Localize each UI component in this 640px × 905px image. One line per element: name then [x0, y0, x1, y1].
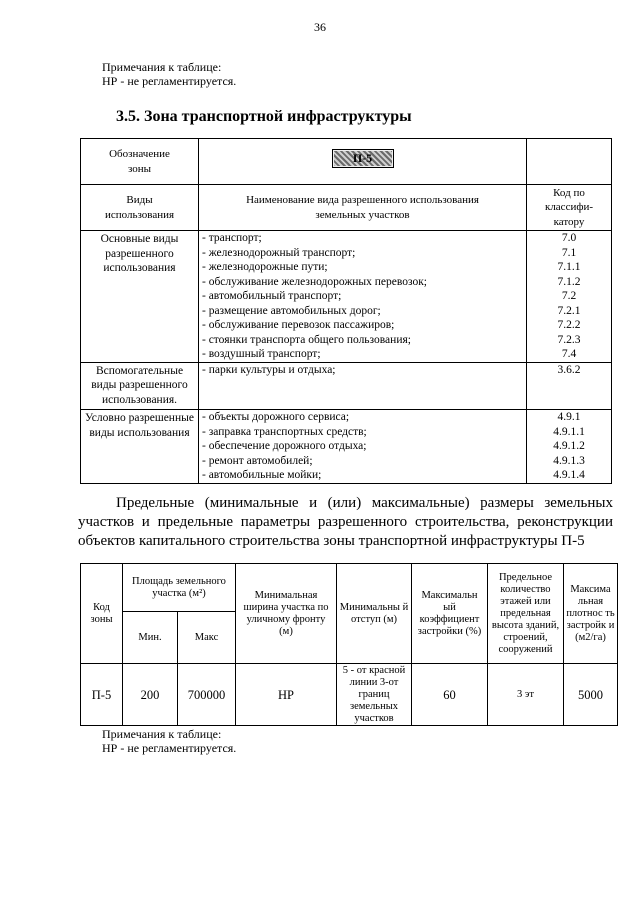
list-code: 4.9.1 — [557, 411, 581, 423]
row-zone-code: П-5 — [81, 664, 123, 726]
group-main-title: Основные виды разрешенного использования — [81, 231, 199, 363]
row-density: 5000 — [564, 664, 618, 726]
list-item: - парки культуры и отдыха; — [202, 363, 336, 376]
note-top — [102, 60, 236, 88]
header-use-name: Наименование вида разрешенного использования земельных участков — [199, 185, 527, 231]
header-floors: Предельное количество этажей или предельная высота зданий, строений, сооружений — [488, 564, 564, 664]
list-code: 4.9.1.2 — [553, 440, 585, 452]
list-code: 7.0 — [561, 232, 577, 244]
row-area-min: 200 — [123, 664, 178, 726]
header-density: Максима льная плотнос ть застройк и (м2/га) — [564, 564, 618, 664]
row-min-width: НР — [236, 664, 337, 726]
header-code: Код по классифи-катору — [527, 185, 612, 231]
list-item: - воздушный транспорт; — [202, 348, 321, 360]
row-area-max: 700000 — [178, 664, 236, 726]
list-item: - размещение автомобильных дорог; — [202, 304, 381, 317]
header-min-offset: Минимальны й отступ (м) — [337, 564, 412, 664]
note-bottom-text: НР - не регламентируется. — [102, 741, 237, 755]
list-code: 7.2.2 — [557, 319, 581, 331]
list-code: 4.9.1.4 — [553, 469, 585, 481]
list-item: - обслуживание железнодорожных перевозок; — [202, 275, 428, 288]
list-item: - объекты дорожного сервиса; — [202, 411, 350, 423]
group-conditional-title: Условно разрешенные виды использования — [81, 410, 199, 484]
list-item: - автомобильный транспорт; — [202, 290, 342, 302]
zone-code-badge: П-5 — [332, 149, 394, 168]
list-code: 7.1 — [561, 246, 577, 259]
list-code: 7.2.3 — [557, 333, 581, 346]
group-aux-codes — [527, 362, 612, 410]
list-item: - транспорт; — [202, 232, 262, 244]
list-item: - заправка транспортных средств; — [202, 425, 367, 438]
note-bottom — [102, 727, 236, 755]
list-code: 4.9.1.1 — [553, 425, 585, 438]
group-aux-list — [199, 362, 527, 410]
section-title: 3.5. Зона транспортной инфраструктуры — [116, 108, 412, 125]
list-item: - обеспечение дорожного отдыха; — [202, 440, 367, 452]
group-aux-title: Вспомогательные виды разрешенного использования. — [81, 362, 199, 410]
page-number: 36 — [314, 20, 326, 34]
note-top-title: Примечания к таблице: — [102, 60, 222, 74]
list-item: - железнодорожные пути; — [202, 261, 328, 273]
header-min-width: Минимальная ширина участка по уличному фронту (м) — [236, 564, 337, 664]
row-min-offset: 5 - от красной линии 3-от границ земельных участков — [337, 664, 412, 726]
group-conditional-codes — [527, 410, 612, 484]
list-code: 4.9.1.3 — [553, 454, 585, 467]
parameters-table — [80, 563, 618, 726]
row-max-coef: 60 — [412, 664, 488, 726]
group-main-codes — [527, 231, 612, 363]
header-kinds: Виды использования — [81, 185, 199, 231]
list-code: 7.2 — [561, 290, 577, 302]
list-item: - железнодорожный транспорт; — [202, 246, 356, 259]
parameters-paragraph-text: Предельные (минимальные и (или) максимальные) размеры земельных участков и предельные параметры разрешенного строительства, реконструкции объектов капитального строительства зоны транспортной инфраструктуры П-5 — [78, 495, 613, 549]
list-item: - ремонт автомобилей; — [202, 454, 313, 467]
header-max-coef: Максимальн ый коэффициент застройки (%) — [412, 564, 488, 664]
header-area-max: Макс — [178, 612, 236, 664]
list-item: - обслуживание перевозок пассажиров; — [202, 319, 395, 331]
parameters-paragraph — [78, 494, 613, 551]
group-main-list — [199, 231, 527, 363]
note-top-text: НР - не регламентируется. — [102, 74, 237, 88]
list-item: - автомобильные мойки; — [202, 469, 322, 481]
list-code: 7.2.1 — [557, 304, 581, 317]
header-area-min: Мин. — [123, 612, 178, 664]
list-code: 3.6.2 — [557, 363, 581, 376]
header-zone-code: Код зоны — [81, 564, 123, 664]
list-code: 7.1.2 — [557, 275, 581, 288]
list-code: 7.1.1 — [557, 261, 581, 273]
list-item: - стоянки транспорта общего пользования; — [202, 333, 411, 346]
list-code: 7.4 — [561, 348, 577, 360]
group-conditional-list — [199, 410, 527, 484]
land-use-table — [80, 138, 612, 484]
header-area: Площадь земельного участка (м²) — [123, 564, 236, 612]
row-floors: 3 эт — [488, 664, 564, 726]
note-bottom-title: Примечания к таблице: — [102, 727, 222, 741]
zone-label: Обозначение зоны — [81, 139, 199, 185]
